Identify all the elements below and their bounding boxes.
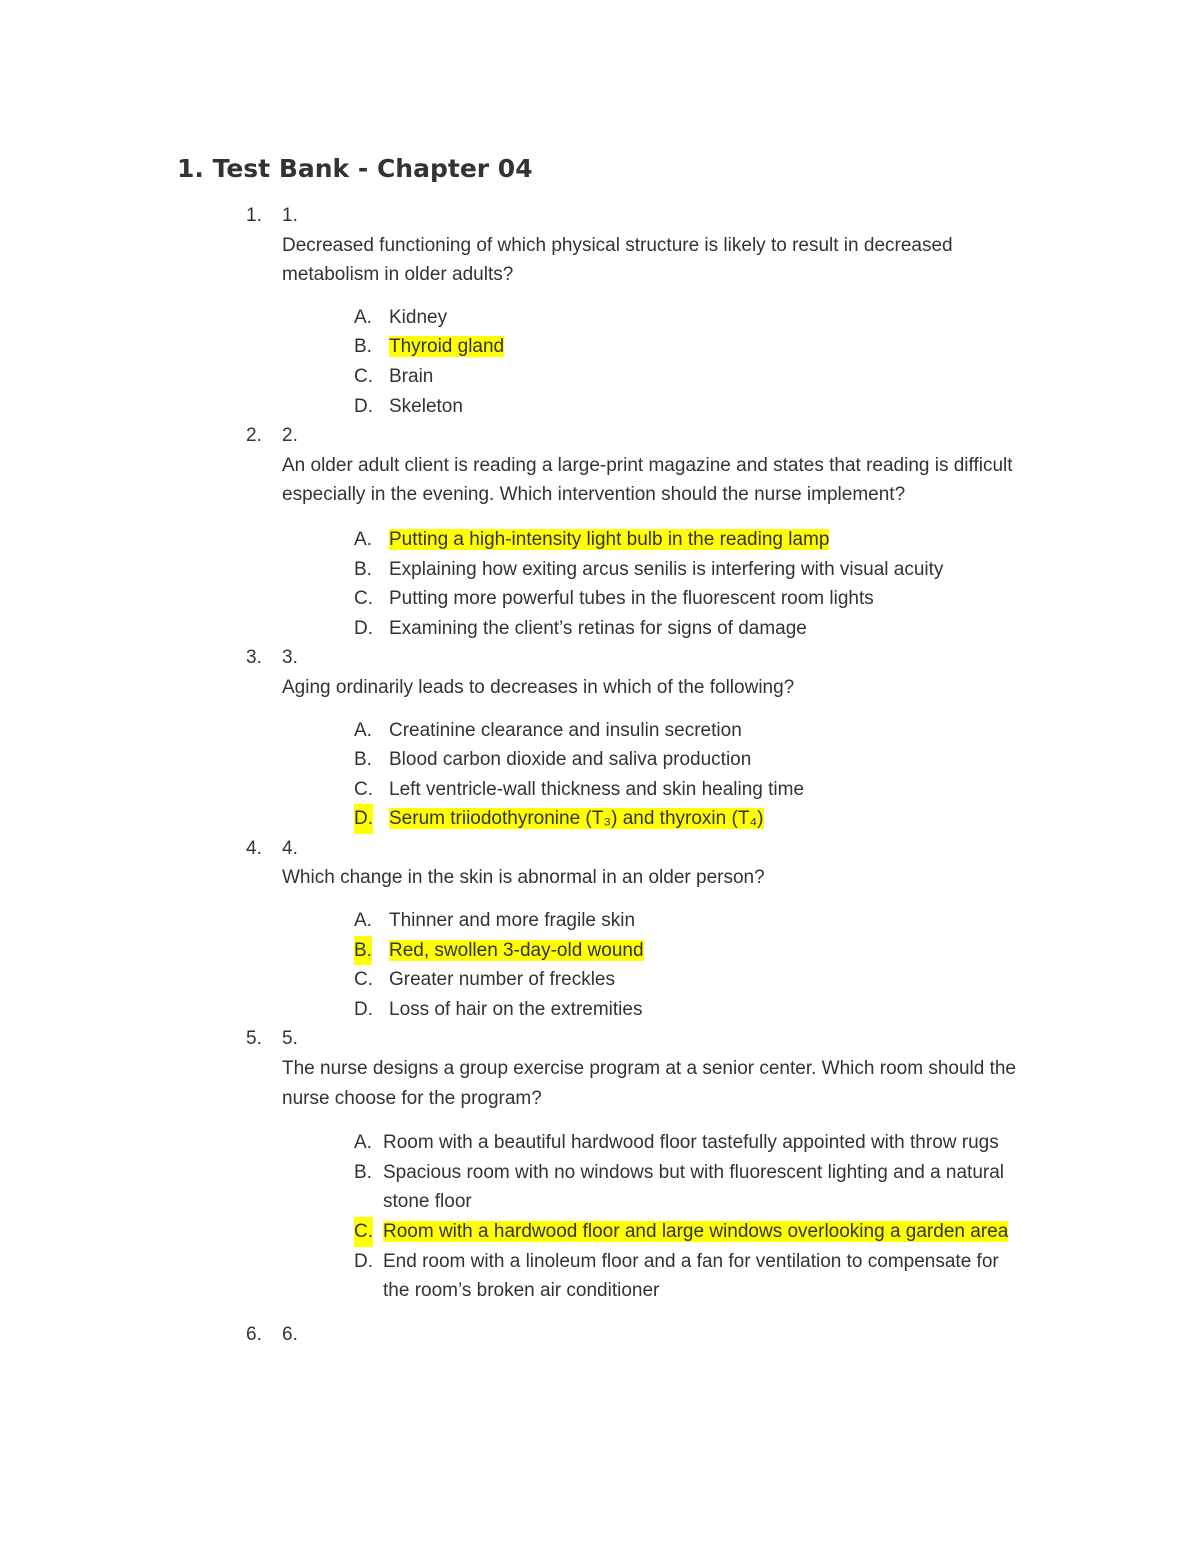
question-5 (0, 1024, 1200, 1305)
question-body (282, 421, 1052, 643)
option-letter: A. (354, 528, 372, 550)
document-title: 1. Test Bank - Chapter 04 (177, 154, 533, 183)
option-letter: D. (354, 617, 373, 639)
option-list (282, 303, 1052, 421)
question-label: 2. (282, 425, 298, 447)
option-b (282, 745, 949, 775)
option-text: Spacious room with no windows but with fluorescent lighting and a natural stone floor (383, 1161, 1005, 1213)
option-text-highlighted: Red, swollen 3-day-old wound (389, 939, 644, 961)
option-text-wrap (383, 1217, 1029, 1247)
option-letter: C. (354, 365, 373, 387)
option-d (282, 995, 949, 1025)
question-number: 1. (246, 205, 262, 226)
question-list (0, 200, 1200, 1349)
question-4 (0, 834, 1200, 1025)
option-letter: C. (354, 778, 373, 800)
option-text: Room with a beautiful hardwood floor tastefully appointed with throw rugs (383, 1132, 999, 1154)
option-text: Greater number of freckles (389, 969, 615, 991)
option-letter-highlighted: C. (354, 1217, 373, 1247)
option-c (282, 775, 949, 805)
question-body (282, 1320, 1052, 1350)
option-letter: A. (354, 910, 372, 932)
option-a (282, 716, 949, 746)
question-6 (0, 1320, 1200, 1350)
option-letter: B. (354, 1161, 372, 1183)
question-text: Decreased functioning of which physical structure is likely to result in decreased metabolism in older adults? (282, 234, 953, 286)
option-list (282, 716, 1052, 834)
option-letter: D. (354, 395, 373, 417)
option-list (282, 525, 1052, 643)
option-list (282, 906, 1052, 1024)
option-d (282, 392, 949, 422)
option-text: Left ventricle-wall thickness and skin healing time (389, 778, 805, 800)
question-number: 2. (246, 425, 262, 447)
question-text: The nurse designs a group exercise program at a senior center. Which room should the nurse choose for the program? (282, 1058, 1016, 1109)
option-text: Loss of hair on the extremities (389, 998, 643, 1020)
option-text: Putting more powerful tubes in the fluorescent room lights (389, 588, 874, 610)
question-number: 6. (246, 1323, 262, 1345)
question-number: 5. (246, 1028, 262, 1050)
option-list (282, 1128, 1052, 1306)
option-d (282, 1247, 1029, 1306)
question-3 (0, 643, 1200, 834)
option-b (282, 332, 949, 362)
option-letter: C. (354, 969, 373, 991)
question-2 (0, 421, 1200, 643)
option-text: Examining the client’s retinas for signs of damage (389, 617, 807, 639)
option-b (282, 555, 1029, 585)
option-letter: D. (354, 998, 373, 1020)
question-body (282, 643, 1052, 834)
option-text-highlighted: Room with a hardwood floor and large windows overlooking a garden area (383, 1221, 1009, 1242)
question-number: 3. (246, 647, 262, 669)
option-c (282, 584, 949, 614)
question-label: 1. (282, 205, 298, 226)
question-label: 3. (282, 647, 298, 669)
option-a (282, 303, 949, 333)
option-a (282, 1128, 1029, 1158)
option-text-highlighted: Serum triiodothyronine (T₃) and thyroxin (T₄) (389, 808, 764, 830)
option-b (282, 936, 949, 966)
option-letter: C. (354, 588, 373, 610)
question-label: 6. (282, 1323, 298, 1345)
option-letter: B. (354, 336, 372, 358)
option-text-highlighted: Thyroid gland (389, 336, 505, 358)
question-text: Which change in the skin is abnormal in an older person? (282, 867, 765, 889)
option-letter: B. (354, 749, 372, 771)
option-letter: A. (354, 306, 372, 328)
option-letter-highlighted: B. (354, 936, 372, 966)
question-label: 5. (282, 1028, 298, 1050)
option-c (282, 362, 949, 392)
question-body (282, 201, 1052, 421)
option-c (282, 1217, 1029, 1247)
option-text: Blood carbon dioxide and saliva production (389, 749, 752, 771)
option-text: Explaining how exiting arcus senilis is interfering with visual acuity (389, 558, 944, 580)
option-text: Thinner and more fragile skin (389, 910, 636, 932)
question-label: 4. (282, 837, 298, 859)
option-letter: B. (354, 558, 372, 580)
option-letter: D. (354, 1250, 373, 1272)
option-letter: A. (354, 719, 372, 741)
question-text: An older adult client is reading a large-print magazine and states that reading is difficult especially in the evening. Which intervention should the nurse implement? (282, 454, 1013, 506)
option-text: Brain (389, 365, 434, 387)
option-text: Skeleton (389, 395, 463, 417)
question-text: Aging ordinarily leads to decreases in which of the following? (282, 676, 795, 698)
option-a (282, 906, 949, 936)
question-number: 4. (246, 837, 262, 859)
question-body (282, 1024, 1052, 1305)
option-text: End room with a linoleum floor and a fan for ventilation to compensate for the room’s broken air conditioner (383, 1250, 999, 1302)
option-c (282, 965, 949, 995)
option-text: Creatinine clearance and insulin secretion (389, 719, 742, 741)
option-d (282, 804, 949, 834)
option-a (282, 525, 949, 555)
option-text: Kidney (389, 306, 448, 328)
question-1 (0, 201, 1200, 421)
option-text-highlighted: Putting a high-intensity light bulb in the reading lamp (389, 528, 830, 550)
option-letter-highlighted: D. (354, 804, 373, 834)
question-body (282, 834, 1052, 1025)
option-b (282, 1158, 1029, 1217)
option-d (282, 614, 949, 644)
option-letter: A. (354, 1132, 372, 1154)
